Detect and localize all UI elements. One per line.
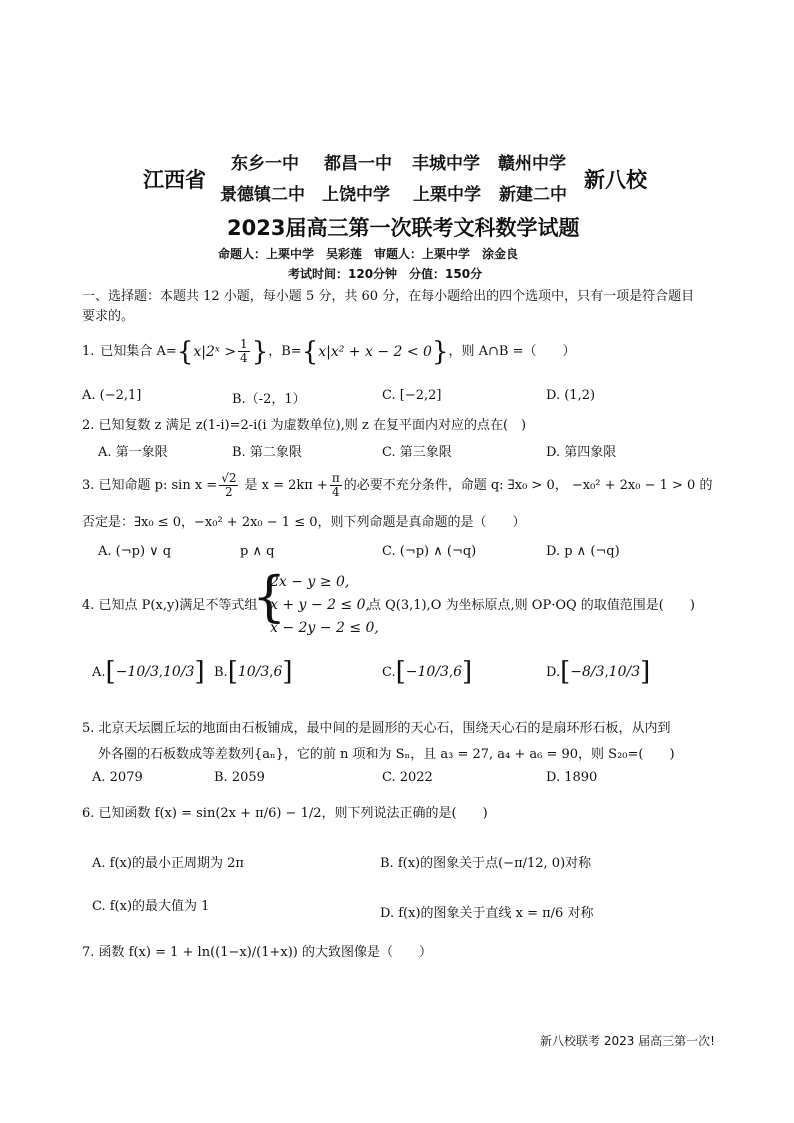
q4-option-a: A. [ −10/3 , 10/3 ] xyxy=(92,657,205,687)
school-2: 都昌一中 xyxy=(324,154,392,174)
system-line-3: x − 2y − 2 ≤ 0, xyxy=(270,620,379,636)
q1-option-a: A. (−2,1] xyxy=(82,388,142,403)
q4-option-c: C. [ −10/3 , 6 ] xyxy=(382,657,473,687)
q5-option-a: A. 2079 xyxy=(92,770,143,785)
section-instructions: 一、选择题：本题共 12 小题，每小题 5 分，共 60 分，在每小题给出的四个选项中，只有一项是符合题目 xyxy=(82,289,695,304)
q1-option-c: C. [−2,2] xyxy=(382,388,442,403)
brace-left: { xyxy=(176,336,194,367)
brace-right-b: } xyxy=(431,336,449,367)
brace-left-b: { xyxy=(301,336,319,367)
school-7: 上栗中学 xyxy=(413,185,481,205)
q5-option-c: C. 2022 xyxy=(382,770,433,785)
school-5: 景德镇二中 xyxy=(220,185,305,205)
question-7: 7. 函数 f(x) = 1 + ln((1−x)/(1+x)) 的大致图像是（ ） xyxy=(82,945,433,960)
q4-option-b: B. [ 10/3 , 6 ] xyxy=(214,657,293,687)
q1-stem-b: ，B= xyxy=(268,343,302,359)
school-4: 赣州中学 xyxy=(498,154,566,174)
question-4-stem: 4. 已知点 P(x,y)满足不等式组 xyxy=(82,598,258,613)
school-1: 东乡一中 xyxy=(231,154,299,174)
province-label: 江西省 xyxy=(143,168,206,192)
q2-option-b: B. 第二象限 xyxy=(232,445,302,460)
question-2: 2. 已知复数 z 满足 z(1-i)=2-i(i 为虚数单位),则 z 在复平面内对应的点在( ) xyxy=(82,418,527,433)
school-6: 上饶中学 xyxy=(322,185,390,205)
q3-option-b: p ∧ q xyxy=(240,544,275,559)
q5-option-d: D. 1890 xyxy=(546,770,598,785)
section-instructions-2: 要求的。 xyxy=(82,309,135,324)
brace-right: } xyxy=(251,336,269,367)
system-brace: { xyxy=(252,565,287,628)
q3-frac: $\frac{√2}{2}$ xyxy=(221,471,237,499)
system-line-2: x + y − 2 ≤ 0, xyxy=(270,597,370,613)
exam-info: 考试时间：120分钟 分值：150分 xyxy=(288,267,483,281)
question-3-line2: 否定是：∃x₀ ≤ 0，−x₀² + 2x₀ − 1 ≤ 0，则下列命题是真命题的是（ ） xyxy=(82,515,526,530)
q1-stem-c: ，则 A∩B =（ ） xyxy=(448,343,576,359)
q3-option-a: A. (¬p) ∨ q xyxy=(98,544,172,559)
q6-option-d: D. f(x)的图象关于直线 x = π/6 对称 xyxy=(380,906,594,921)
q2-option-c: C. 第三象限 xyxy=(382,445,452,460)
q1-option-d: D. (1,2) xyxy=(546,388,596,403)
q1-set-b: x|x² + x − 2 < 0 xyxy=(318,343,432,360)
q3-stem-b: 是 x = 2kπ + xyxy=(244,477,328,493)
page-title: 2023届高三第一次联考文科数学试题 xyxy=(227,216,580,240)
question-4-stem-b: 点 Q(3,1),O 为坐标原点,则 OP·OQ 的取值范围是( ) xyxy=(368,598,695,613)
question-5-line2: 外各圈的石板数成等差数列{aₙ}，它的前 n 项和为 Sₙ，且 a₃ = 27, a₄ + a₆ = 90，则 S₂₀=( ) xyxy=(98,747,675,762)
school-3: 丰城中学 xyxy=(412,154,480,174)
q1-set-a: x|2ˣ > xyxy=(193,343,237,360)
q1-option-b: B.（-2，1） xyxy=(232,392,306,407)
q2-option-a: A. 第一象限 xyxy=(98,445,168,460)
q6-option-c: C. f(x)的最大值为 1 xyxy=(92,899,210,914)
q3-frac2: $\frac{\pi}{4}$ xyxy=(331,471,340,499)
question-6: 6. 已知函数 f(x) = sin(2x + π/6) − 1/2，则下列说法正确的是( ) xyxy=(82,806,488,821)
question-5-line1: 5. 北京天坛圜丘坛的地面由石板铺成，最中间的是圆形的天心石，围绕天心石的是扇环形石板，从内到 xyxy=(82,721,671,736)
q5-option-b: B. 2059 xyxy=(214,770,265,785)
alliance-label: 新八校 xyxy=(584,168,647,192)
setter-line: 命题人：上栗中学 吴彩莲 审题人：上栗中学 涂金良 xyxy=(218,247,519,261)
q3-stem-c: 的必要不充分条件，命题 q: ∃x₀ > 0， −x₀² + 2x₀ − 1 > 0 的 xyxy=(343,477,713,493)
q1-frac: $\frac{1}{4}$ xyxy=(240,337,248,365)
q3-stem-a: 3. 已知命题 p: sin x = xyxy=(82,477,218,493)
q6-option-b: B. f(x)的图象关于点(−π/12, 0)对称 xyxy=(380,856,592,871)
school-8: 新建二中 xyxy=(499,185,567,205)
system-line-1: 2x − y ≥ 0, xyxy=(270,574,350,590)
q1-num: 1. xyxy=(82,343,95,359)
q6-option-a: A. f(x)的最小正周期为 2π xyxy=(92,856,244,871)
q3-option-c: C. (¬p) ∧ (¬q) xyxy=(382,544,477,559)
q4-option-d: D. [ −8/3 , 10/3 ] xyxy=(546,657,651,687)
question-1 xyxy=(82,338,576,365)
q3-option-d: D. p ∧ (¬q) xyxy=(546,544,620,559)
footer-text: 新八校联考 2023 届高三第一次! xyxy=(540,1034,715,1048)
q1-stem-a: 已知集合 A= xyxy=(100,343,177,359)
q2-option-d: D. 第四象限 xyxy=(546,445,617,460)
question-3 xyxy=(82,472,712,499)
